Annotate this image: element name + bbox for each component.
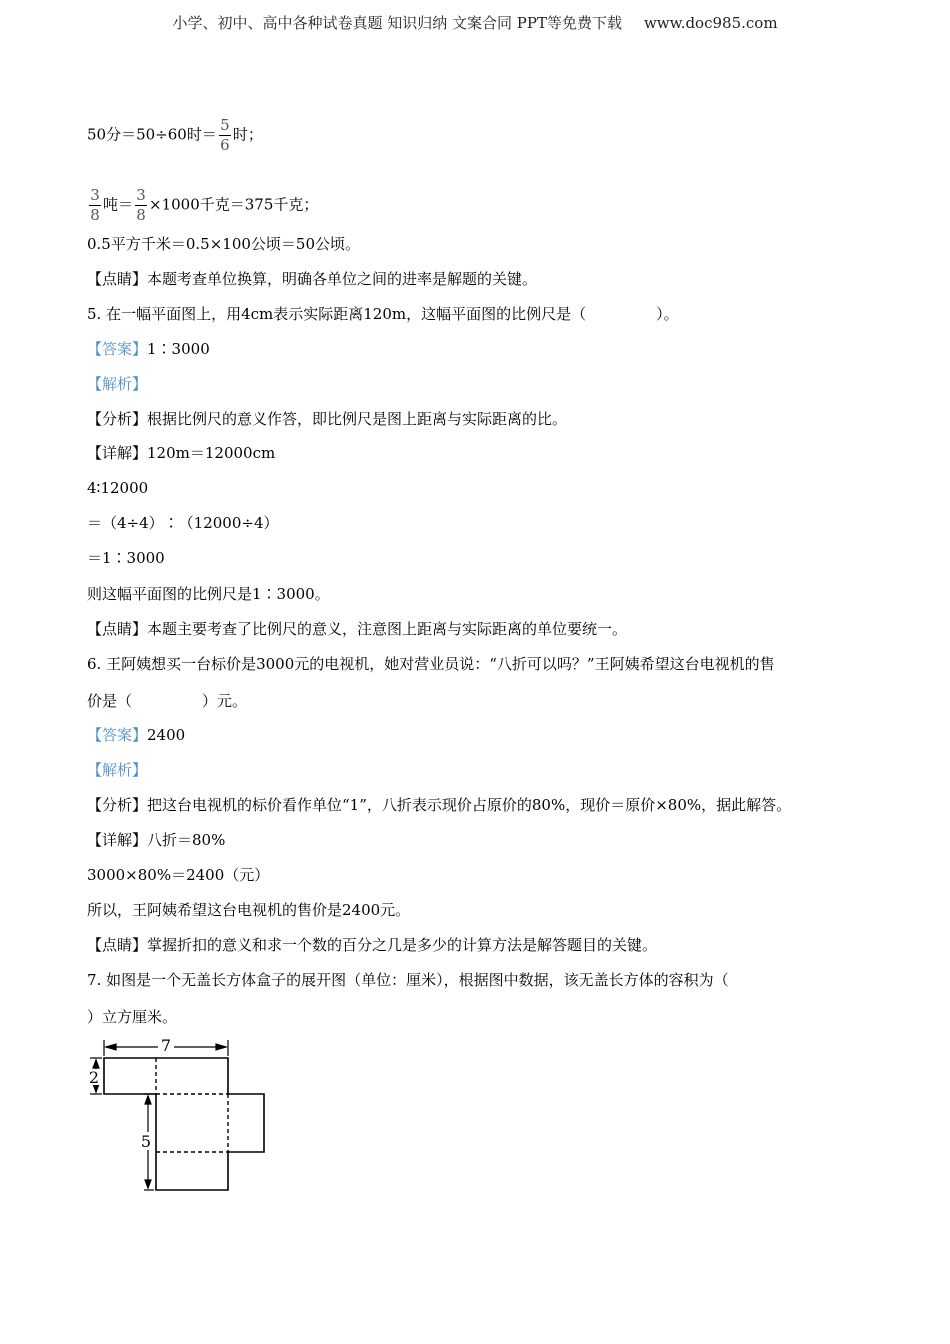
- dimension-7-label: 7: [160, 1036, 172, 1055]
- fraction: $\frac{5}{6}$: [220, 116, 230, 154]
- fold-lines: [156, 1058, 228, 1152]
- dimension-2-label: 2: [88, 1068, 100, 1087]
- step-5-2: ＝（4÷4）∶（12000÷4）: [87, 514, 279, 532]
- answer-6: 【答案】2400: [87, 726, 186, 744]
- analysis-6: 【分析】把这台电视机的标价看作单位“1”，八折表示现价占原价的80%，现价＝原价×80%，据此解答。: [87, 796, 792, 814]
- header-url[interactable]: www.doc985.com: [643, 14, 778, 32]
- analysis-tag-5: 【解析】: [87, 375, 148, 393]
- analysis-5: 【分析】根据比例尺的意义作答，即比例尺是图上距离与实际距离的比。: [87, 410, 568, 428]
- analysis-tag-6: 【解析】: [87, 761, 148, 779]
- detail-5: 【详解】120m＝12000cm: [87, 444, 276, 462]
- key-point-6: 【点睛】掌握折扣的意义和求一个数的百分之几是多少的计算方法是解答题目的关键。: [87, 936, 658, 954]
- box-net-diagram: [86, 1036, 276, 1198]
- step-5-1: 4∶12000: [87, 479, 149, 497]
- step-5-4: 则这幅平面图的比例尺是1∶3000。: [87, 585, 330, 603]
- dimension-5-label: 5: [140, 1132, 152, 1151]
- header-text: 小学、初中、高中各种试卷真题 知识归纳 文案合同 PPT等免费下载: [172, 14, 622, 32]
- net-outline: [104, 1058, 264, 1190]
- question-7-line-1: 7. 如图是一个无盖长方体盒子的展开图（单位：厘米），根据图中数据，该无盖长方体的容积为（: [87, 971, 729, 989]
- key-point-4: 【点睛】本题考查单位换算，明确各单位之间的进率是解题的关键。: [87, 270, 538, 288]
- step-5-3: ＝1∶3000: [87, 549, 165, 567]
- line-minutes-to-hours: 50分＝50÷60时＝ $\frac{5}{6}$ 时；: [87, 116, 263, 154]
- question-7-line-2: ）立方厘米。: [87, 1008, 178, 1026]
- step-6-2: 所以，王阿姨希望这台电视机的售价是2400元。: [87, 901, 411, 919]
- fraction: $\frac{3}{8}$: [90, 186, 100, 224]
- fraction: $\frac{3}{8}$: [136, 186, 146, 224]
- line-area-conversion: 0.5平方千米＝0.5×100公顷＝50公顷。: [87, 235, 360, 253]
- question-5: 5. 在一幅平面图上，用4cm表示实际距离120m，这幅平面图的比例尺是（ ）。: [87, 305, 679, 323]
- line-tons-to-kg: $\frac{3}{8}$ 吨＝ $\frac{3}{8}$ ×1000千克＝375千克；: [90, 186, 319, 224]
- step-6-1: 3000×80%＝2400（元）: [87, 866, 270, 884]
- detail-6: 【详解】八折＝80%: [87, 831, 226, 849]
- key-point-5: 【点睛】本题主要考查了比例尺的意义，注意图上距离与实际距离的单位要统一。: [87, 620, 628, 638]
- page-header: [0, 12, 950, 33]
- answer-5: 【答案】1∶3000: [87, 340, 210, 358]
- question-6-line-1: 6. 王阿姨想买一台标价是3000元的电视机，她对营业员说：“八折可以吗？”王阿姨希望这台电视机的售: [87, 655, 775, 673]
- question-6-line-2: 价是（ ）元。: [87, 692, 248, 710]
